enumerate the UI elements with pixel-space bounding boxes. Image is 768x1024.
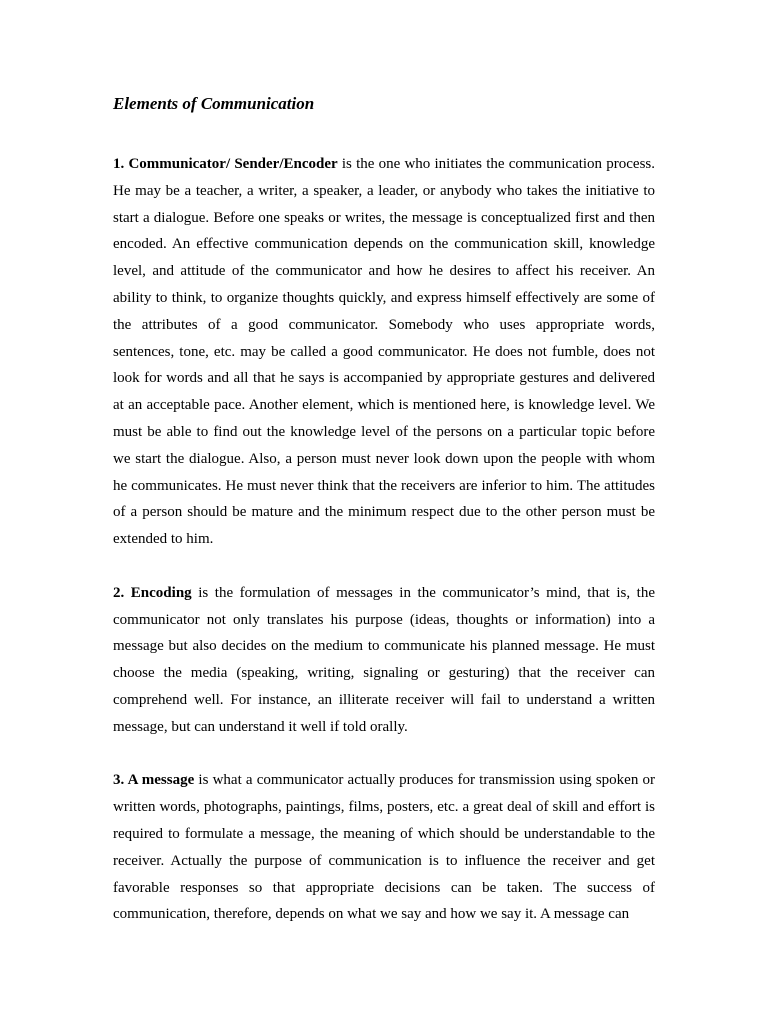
paragraph-text: receiver. Actually the purpose of communication is to influence the receiver and get [113, 852, 655, 869]
paragraph-text: written words, photographs, paintings, films, posters, etc. a great deal of skill and effort is [113, 799, 655, 816]
paragraph-text: encoded. An effective communication depends on the communication skill, knowledge [113, 236, 655, 253]
paragraph-encoding [113, 580, 655, 741]
paragraph-line [113, 205, 655, 232]
paragraph-communicator [113, 151, 655, 553]
paragraph-line [113, 473, 655, 500]
paragraph-text: ability to think, to organize thoughts quickly, and express himself effectively are some of [113, 289, 655, 306]
paragraph-line [113, 794, 655, 821]
paragraph-line [113, 767, 655, 794]
paragraph-message [113, 767, 655, 928]
paragraph-text: is what a communicator actually produces for transmission using spoken or [194, 772, 655, 789]
paragraph-line [113, 151, 655, 178]
paragraph-line [113, 178, 655, 205]
paragraph-line [113, 446, 655, 473]
paragraph-text: He may be a teacher, a writer, a speaker, a leader, or anybody who takes the initiative to [113, 182, 655, 199]
paragraph-lead-term: 1. Communicator/ Sender/Encoder [113, 156, 338, 172]
paragraph-text: the attributes of a good communicator. Somebody who uses appropriate words, [113, 316, 655, 333]
paragraph-line [113, 499, 655, 526]
paragraph-text: is the formulation of messages in the communicator’s mind, that is, the [191, 584, 655, 601]
paragraph-line [113, 660, 655, 687]
paragraph-text: of a person should be mature and the minimum respect due to the other person must be [113, 504, 655, 521]
paragraph-line [113, 848, 655, 875]
document-body [113, 91, 655, 955]
paragraph-line [113, 312, 655, 339]
paragraph-text: message, but can understand it well if told orally. [113, 718, 408, 735]
paragraph-line [113, 821, 655, 848]
paragraph-line [113, 580, 655, 607]
paragraph-text: we start the dialogue. Also, a person must never look down upon the people with whom [113, 450, 655, 467]
paragraph-line [113, 365, 655, 392]
paragraph-line [113, 687, 655, 714]
paragraph-line [113, 258, 655, 285]
paragraph-text: required to formulate a message, the meaning of which should be understandable to the [113, 825, 655, 842]
paragraph-text: he communicates. He must never think that the receivers are inferior to him. The attitudes [113, 477, 655, 494]
paragraph-line [113, 339, 655, 366]
paragraph-line [113, 419, 655, 446]
paragraph-text: must be able to find out the knowledge level of the persons on a particular topic before [113, 423, 655, 440]
paragraph-lead-term: 3. A message [113, 772, 195, 789]
paragraph-line [113, 526, 655, 553]
paragraph-text: comprehend well. For instance, an illiterate receiver will fail to understand a written [113, 691, 655, 708]
paragraph-text: sentences, tone, etc. may be called a good communicator. He does not fumble, does not [113, 343, 655, 360]
paragraph-text: communication, therefore, depends on what we say and how we say it. A message can [113, 906, 630, 923]
paragraph-line [113, 285, 655, 312]
paragraph-line [113, 231, 655, 258]
paragraph-text: message but also decides on the medium to communicate his planned message. He must [113, 638, 655, 655]
paragraph-text: choose the media (speaking, writing, signaling or gesturing) that the receiver can [113, 665, 655, 682]
paragraph-text: communicator not only translates his purpose (ideas, thoughts or information) into a [113, 611, 655, 628]
paragraph-text: at an acceptable pace. Another element, which is mentioned here, is knowledge level. We [113, 397, 655, 414]
paragraph-lead-term: 2. Encoding [113, 584, 192, 601]
paragraph-line [113, 714, 655, 741]
paragraph-text: look for words and all that he says is accompanied by appropriate gestures and delivered [113, 370, 655, 387]
paragraph-text: extended to him. [113, 531, 214, 548]
paragraph-text: favorable responses so that appropriate decisions can be taken. The success of [113, 879, 655, 896]
paragraph-line [113, 392, 655, 419]
paragraph-line [113, 901, 655, 928]
paragraph-line [113, 633, 655, 660]
paragraph-text: start a dialogue. Before one speaks or writes, the message is conceptualized first and then [113, 209, 655, 226]
paragraph-text: is the one who initiates the communication process. [337, 156, 656, 172]
paragraph-line [113, 875, 655, 902]
document-title: Elements of Communication [113, 94, 315, 113]
paragraph-text: level, and attitude of the communicator and how he desires to affect his receiver. An [113, 263, 655, 280]
paragraph-line [113, 607, 655, 634]
